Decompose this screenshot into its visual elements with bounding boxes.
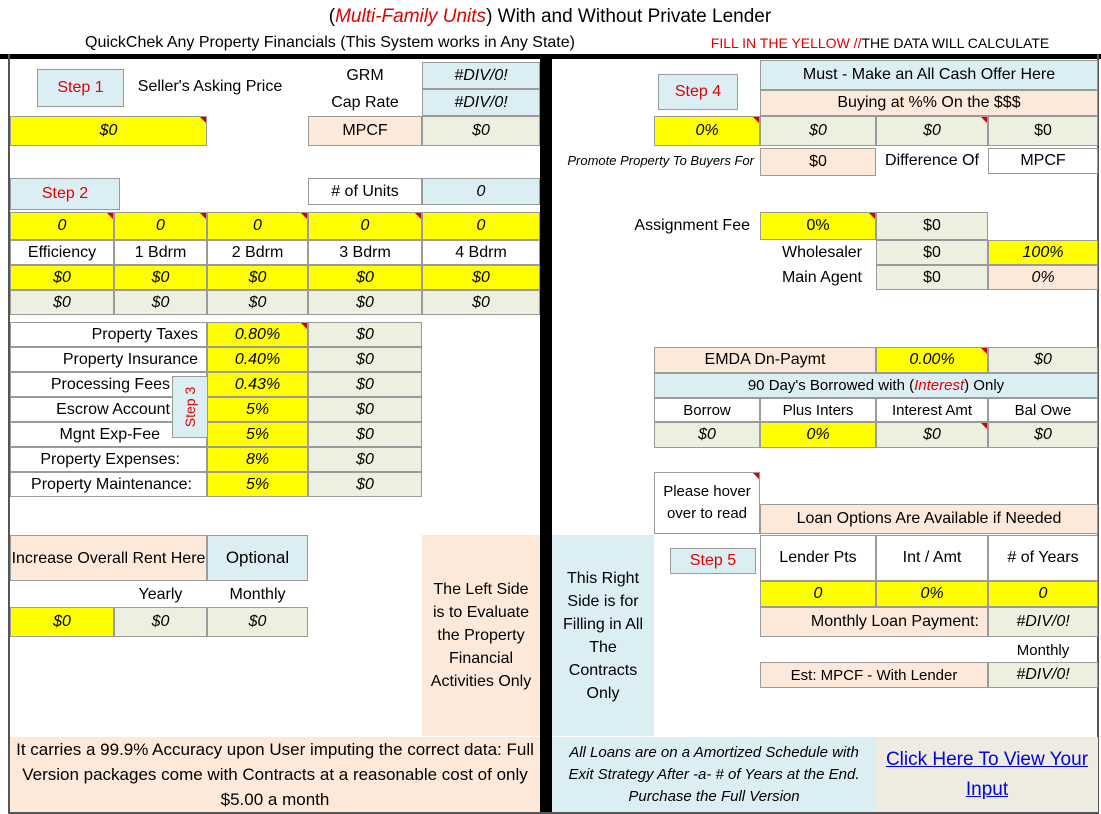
- int-amt-input[interactable]: 0%: [876, 581, 988, 607]
- expense-value-taxes: $0: [308, 322, 422, 347]
- expense-rate-expenses[interactable]: 8%: [207, 447, 308, 472]
- 2bdrm-total: $0: [207, 290, 308, 315]
- sellers-asking-label: Seller's Asking Price: [137, 78, 283, 95]
- est-mpcf-label: Est: MPCF - With Lender: [760, 662, 988, 688]
- step1-badge: Step 1: [37, 69, 124, 107]
- main-agent-percent: 0%: [988, 265, 1098, 290]
- wholesaler-label: Wholesaler: [781, 243, 862, 261]
- units-label: # of Units: [308, 178, 422, 205]
- expense-label-processing: Processing Fees: [10, 372, 207, 397]
- instruction-black: THE DATA WILL CALCULATE: [861, 35, 1050, 51]
- expense-label-taxes: Property Taxes: [10, 322, 207, 347]
- int-amt-header: Int / Amt: [876, 535, 988, 581]
- expense-value-expenses: $0: [308, 447, 422, 472]
- assignment-label: Assignment Fee: [634, 217, 750, 234]
- left-side-note: The Left Side is to Evaluate the Property Financial Activities Only: [422, 535, 540, 736]
- expense-rate-mgnt[interactable]: 5%: [207, 422, 308, 447]
- bal-owe-header: Bal Owe: [988, 398, 1098, 422]
- step3-badge: [172, 376, 208, 438]
- promote-value: $0: [760, 148, 876, 176]
- 3bdrm-label: 3 Bdrm: [308, 240, 422, 265]
- buying-at-header: Buying at %% On the $$$: [760, 90, 1098, 116]
- expense-rate-processing[interactable]: 0.43%: [207, 372, 308, 397]
- 4bdrm-rent-input[interactable]: $0: [422, 265, 540, 290]
- center-divider: [540, 54, 552, 814]
- emda-value: $0: [988, 347, 1098, 373]
- expense-rate-insurance[interactable]: 0.40%: [207, 347, 308, 372]
- yearly-label: Yearly: [138, 586, 183, 603]
- main-title: [200, 4, 900, 30]
- right-side-note: This Right Side is for Filling in All The Contracts Only: [552, 535, 654, 736]
- efficiency-label: Efficiency: [10, 240, 114, 265]
- 1bdrm-count-input[interactable]: 0: [114, 212, 207, 240]
- expense-value-maintenance: $0: [308, 472, 422, 497]
- lender-pts-input[interactable]: 0: [760, 581, 876, 607]
- increase-rent-input[interactable]: $0: [10, 607, 114, 637]
- 4bdrm-count-input[interactable]: 0: [422, 212, 540, 240]
- monthly-payment-label: Monthly Loan Payment:: [760, 607, 988, 637]
- lender-pts-header: Lender Pts: [760, 535, 876, 581]
- expense-label-mgnt: Mgnt Exp-Fee: [10, 422, 207, 447]
- promote-label: Promote Property To Buyers For: [567, 152, 754, 168]
- assignment-percent-input[interactable]: 0%: [760, 212, 876, 240]
- 3bdrm-rent-input[interactable]: $0: [308, 265, 422, 290]
- wholesaler-value: $0: [876, 240, 988, 265]
- title-highlight: Multi-Family Units: [335, 6, 487, 27]
- view-input-cell: [876, 737, 1098, 812]
- step4-badge: Step 4: [658, 74, 738, 110]
- bal-owe-value: $0: [988, 422, 1098, 448]
- step3-text: Step 3: [182, 386, 199, 428]
- expense-value-escrow: $0: [308, 397, 422, 422]
- expense-label-expenses: Property Expenses:: [10, 447, 207, 472]
- offer-value-2: $0: [876, 116, 988, 146]
- borrow-value: $0: [654, 422, 760, 448]
- expense-rate-escrow[interactable]: 5%: [207, 397, 308, 422]
- emda-percent-input[interactable]: 0.00%: [876, 347, 988, 373]
- main-agent-label: Main Agent: [781, 268, 862, 286]
- title-open-paren: (: [328, 6, 336, 27]
- 3bdrm-count-input[interactable]: 0: [308, 212, 422, 240]
- plus-inters-input[interactable]: 0%: [760, 422, 876, 448]
- difference-mpcf: MPCF: [988, 148, 1098, 174]
- accuracy-note: It carries a 99.9% Accuracy upon User imputing the correct data: Full Version packages come with Contracts at a reasonable cost of only $5.00 a month: [10, 737, 540, 812]
- cap-rate-label: Cap Rate: [331, 93, 399, 111]
- borrowed-interest: Interest: [914, 377, 965, 394]
- efficiency-count-input[interactable]: 0: [10, 212, 114, 240]
- 4bdrm-label: 4 Bdrm: [422, 240, 540, 265]
- units-value: 0: [422, 178, 540, 205]
- offer-percent-input[interactable]: 0%: [654, 116, 760, 146]
- expense-value-mgnt: $0: [308, 422, 422, 447]
- efficiency-total: $0: [10, 290, 114, 315]
- 2bdrm-label: 2 Bdrm: [207, 240, 308, 265]
- 3bdrm-total: $0: [308, 290, 422, 315]
- offer-value-3: $0: [988, 116, 1098, 146]
- step5-badge: Step 5: [670, 548, 756, 574]
- grm-label: GRM: [346, 66, 384, 84]
- 2bdrm-count-input[interactable]: 0: [207, 212, 308, 240]
- mpcf-value: $0: [422, 116, 540, 146]
- borrowed-header: [654, 373, 1098, 398]
- est-mpcf-value: #DIV/0!: [988, 662, 1098, 688]
- expense-rate-taxes[interactable]: 0.80%: [207, 322, 308, 347]
- loan-options-label: Loan Options Are Available if Needed: [760, 504, 1098, 534]
- monthly-small-label: Monthly: [1016, 641, 1070, 659]
- plus-inters-header: Plus Inters: [760, 398, 876, 422]
- monthly-payment-value: #DIV/0!: [988, 607, 1098, 637]
- borrowed-post: ) Only: [964, 377, 1005, 394]
- assignment-value: $0: [876, 212, 988, 240]
- grm-value: #DIV/0!: [422, 62, 540, 89]
- hover-note[interactable]: Please hover over to read: [654, 472, 760, 534]
- instruction-red: FILL IN THE YELLOW //: [710, 35, 862, 51]
- title-rest: ) With and Without Private Lender: [486, 6, 772, 27]
- difference-label: Difference Of: [885, 152, 979, 169]
- expense-label-escrow: Escrow Account: [10, 397, 207, 422]
- expense-label-maintenance: Property Maintenance:: [10, 472, 207, 497]
- amortized-note: All Loans are on a Amortized Schedule with Exit Strategy After -a- # of Years at the End. Purchase the Full Version: [552, 737, 876, 812]
- cash-offer-header: Must - Make an All Cash Offer Here: [760, 60, 1098, 90]
- view-input-link[interactable]: Click Here To View Your Input: [885, 748, 1089, 800]
- step2-badge: Step 2: [10, 178, 120, 210]
- 4bdrm-total: $0: [422, 290, 540, 315]
- optional-label: Optional: [207, 535, 308, 581]
- borrow-header: Borrow: [654, 398, 760, 422]
- 1bdrm-rent-input[interactable]: $0: [114, 265, 207, 290]
- emda-label: EMDA Dn-Paymt: [654, 347, 876, 373]
- offer-value-1: $0: [760, 116, 876, 146]
- years-header: # of Years: [988, 535, 1098, 581]
- wholesaler-percent-input[interactable]: 100%: [988, 240, 1098, 265]
- 1bdrm-total: $0: [114, 290, 207, 315]
- mpcf-label: MPCF: [308, 116, 422, 146]
- expense-value-insurance: $0: [308, 347, 422, 372]
- 1bdrm-label: 1 Bdrm: [114, 240, 207, 265]
- instruction: [690, 32, 1070, 54]
- expense-rate-maintenance[interactable]: 5%: [207, 472, 308, 497]
- increase-rent-label: Increase Overall Rent Here: [10, 535, 207, 581]
- monthly-label: Monthly: [229, 586, 286, 603]
- borrowed-pre: 90 Day's Borrowed with (: [747, 377, 915, 394]
- years-input[interactable]: 0: [988, 581, 1098, 607]
- interest-amt-header: Interest Amt: [876, 398, 988, 422]
- monthly-value: $0: [207, 607, 308, 637]
- expense-value-processing: $0: [308, 372, 422, 397]
- sellers-asking-input[interactable]: $0: [10, 116, 207, 146]
- expense-label-insurance: Property Insurance: [10, 347, 207, 372]
- subtitle: QuickChek Any Property Financials (This System works in Any State): [85, 34, 575, 51]
- main-agent-value: $0: [876, 265, 988, 290]
- efficiency-rent-input[interactable]: $0: [10, 265, 114, 290]
- interest-amt-value: $0: [876, 422, 988, 448]
- yearly-value: $0: [114, 607, 207, 637]
- 2bdrm-rent-input[interactable]: $0: [207, 265, 308, 290]
- cap-rate-value: #DIV/0!: [422, 89, 540, 116]
